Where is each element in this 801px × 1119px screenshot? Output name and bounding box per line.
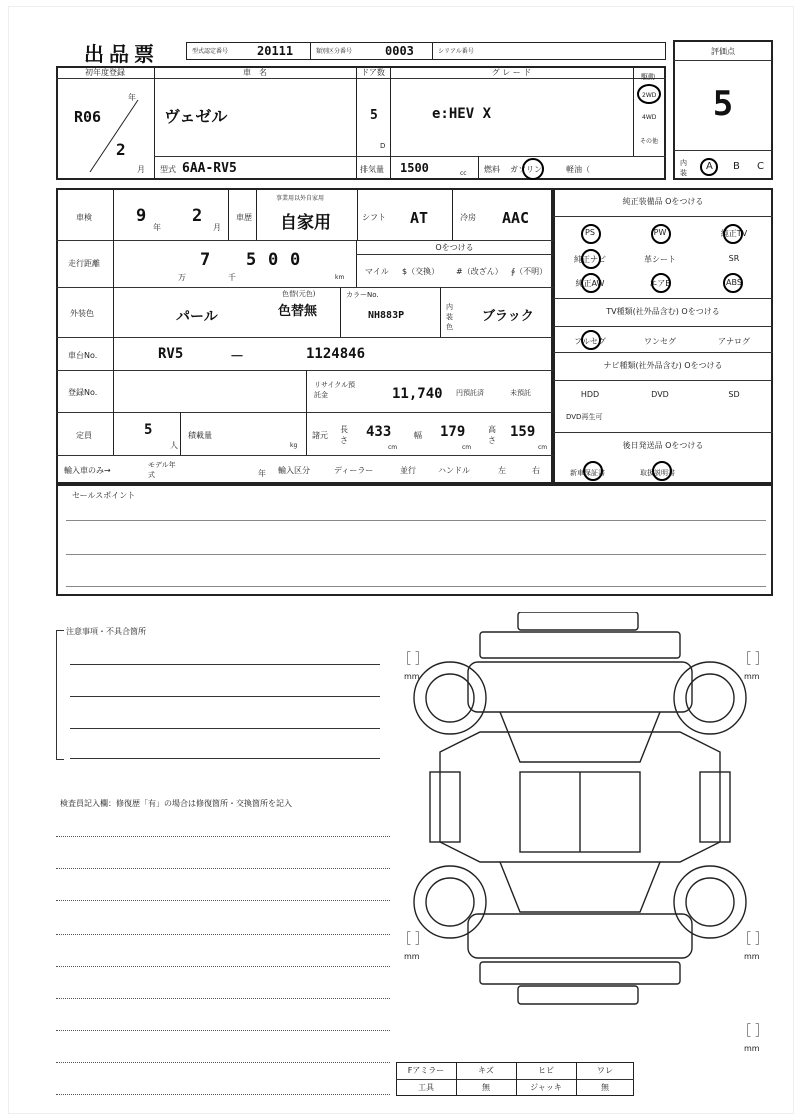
chassis-no: 1124846 — [306, 346, 366, 362]
color-change: 色替無 — [278, 304, 318, 319]
car-name-label: 車 名 — [243, 68, 267, 77]
len-value: 433 — [366, 424, 392, 440]
later-manual: 取扱説明書 — [640, 469, 675, 477]
len-unit: cm — [388, 444, 398, 451]
mileage-digit: 0 — [290, 250, 301, 270]
equip-title: 純正装備品 Oをつける — [622, 197, 704, 206]
tire-bracket-fl: ［ ］ — [398, 652, 429, 667]
model-label: 型式 — [160, 165, 176, 174]
wid-unit: cm — [462, 444, 472, 451]
drive-other: その他 — [640, 138, 659, 145]
insp-month: 2 — [192, 206, 203, 226]
tire-mm-fl: mm — [404, 672, 420, 681]
later-warranty: 新車保証書 — [570, 469, 605, 477]
mile-opt: $（交換） — [402, 267, 440, 276]
later-title: 後日発送品 Oをつける — [622, 441, 704, 450]
car-name: ヴェゼル — [164, 107, 228, 126]
tire-bracket-spare: ［ ］ — [738, 1024, 769, 1039]
recycle-unpaid: 未預託 — [510, 389, 531, 397]
hgt-value: 159 — [510, 424, 536, 440]
equip-ps-circle — [581, 224, 601, 244]
app-no-label: 型式認定番号 — [192, 48, 229, 55]
interior-a-circle — [700, 158, 718, 176]
drive-2wd: 2WD — [642, 92, 657, 99]
doors-label: ドア数 — [361, 68, 385, 77]
equip-abs-circle — [723, 273, 743, 293]
dims-label: 諸元 — [312, 431, 328, 440]
inspector-label: 検査員記入欄：修復歴「有」の場合は修復箇所・交換箇所を記入 — [60, 799, 292, 808]
tire-bracket-rr: ［ ］ — [738, 932, 769, 947]
car-diagram — [400, 612, 760, 1008]
load-label: 積載量 — [188, 431, 212, 440]
doors-value: 5 — [370, 108, 378, 123]
usage-top: 事業用以外自家用 — [276, 195, 325, 202]
mile-opt: #（改ざん） — [456, 267, 503, 276]
usage-label: 車歴 — [236, 213, 252, 222]
grade-label: グ レ ー ド — [491, 68, 532, 77]
cat-no: 0003 — [385, 44, 414, 58]
fuel-label: 燃料 — [484, 165, 500, 174]
handle-label: ハンドル — [438, 466, 470, 475]
fuel-diesel: 軽油（ — [566, 165, 590, 174]
import-label: 輸入車のみ→ — [64, 466, 111, 475]
equip-tv-circle — [723, 224, 743, 244]
equip-navi-circle — [581, 249, 601, 269]
ac-value: AAC — [502, 209, 530, 227]
mileage-digit: 0 — [268, 250, 279, 270]
legend-cell: 工具 — [418, 1083, 434, 1092]
import-cat-label: 輸入区分 — [278, 466, 310, 475]
reg-month-unit: 月 — [137, 165, 145, 174]
vehicle-box — [56, 66, 666, 180]
inspection-label: 車検 — [76, 213, 92, 222]
ac-label: 冷房 — [460, 213, 476, 222]
tire-bracket-rl: ［ ］ — [398, 932, 429, 947]
tire-mm-rl: mm — [404, 952, 420, 961]
legend-cell: 無 — [601, 1083, 609, 1092]
sales-box — [56, 484, 773, 596]
color-label: 外装色 — [70, 309, 94, 318]
interior-b: B — [733, 161, 740, 172]
dvd-playable: DVD再生可 — [566, 413, 603, 421]
capacity-label: 定員 — [76, 431, 92, 440]
legend-cell: 無 — [482, 1083, 490, 1092]
mile-opt: マイル — [365, 267, 389, 276]
wid-label: 幅 — [414, 431, 422, 440]
load-unit: kg — [290, 442, 298, 449]
caution-frame — [56, 630, 64, 760]
color-no-label: カラーNo. — [346, 291, 379, 299]
caution-label: 注意事項・不具合箇所 — [66, 627, 146, 636]
reg-year-unit: 年 — [128, 93, 136, 102]
int-color-label: 内装色 — [446, 303, 453, 331]
drive-label: 駆動 — [641, 73, 655, 81]
drive-4wd: 4WD — [642, 114, 657, 121]
recycle-paid: 円預託済 — [456, 389, 484, 397]
score-label: 評価点 — [711, 47, 735, 56]
chassis-prefix: RV5 — [158, 346, 184, 362]
shift-label: シフト — [362, 213, 386, 222]
recycle-value: 11,740 — [392, 386, 443, 402]
navi-hdd: HDD — [580, 390, 600, 399]
equip-leather: 革シート — [644, 255, 676, 264]
model-year-label: モデル年式 — [148, 461, 176, 479]
navi-dvd: DVD — [651, 390, 669, 399]
insp-month-unit: 月 — [213, 223, 221, 232]
mile-mark-label: Oをつける — [435, 243, 474, 252]
legend-cell: ワレ — [597, 1066, 613, 1075]
tv-fullseg-circle — [581, 330, 601, 350]
hgt-unit: cm — [538, 444, 548, 451]
import-dealer: ディーラー — [334, 466, 374, 475]
interior-a: A — [706, 161, 713, 172]
mileage-sen: 千 — [228, 273, 236, 282]
equip-aw: 純正AW — [575, 279, 605, 288]
tire-mm-rr: mm — [744, 952, 760, 961]
chassis-label: 車台No. — [68, 351, 98, 360]
usage-value: 自家用 — [280, 213, 331, 233]
disp-value: 1500 — [400, 161, 429, 175]
mileage-km: km — [335, 274, 345, 281]
serial-label: シリアル番号 — [438, 48, 474, 55]
equip-abs: ABS — [726, 278, 742, 287]
equip-pw-circle — [651, 224, 671, 244]
mile-opt: ∮（不明） — [511, 267, 548, 276]
capacity-unit: 人 — [170, 441, 178, 450]
equip-tv: 純正TV — [720, 229, 748, 238]
navi-sd: SD — [728, 390, 740, 399]
color-no: NH883P — [368, 310, 405, 321]
reg-diagonal — [86, 96, 146, 176]
handle-right: 右 — [532, 466, 540, 475]
equip-aw-circle — [581, 273, 601, 293]
tv-oneseg: ワンセグ — [644, 337, 676, 346]
legend-cell: Fアミラー — [407, 1066, 445, 1075]
drive-2wd-circle — [637, 84, 661, 104]
tire-mm-fr: mm — [744, 672, 760, 681]
mileage-digit: 7 — [200, 250, 211, 270]
color-note: 色替(元色) — [282, 290, 316, 298]
wid-value: 179 — [440, 424, 466, 440]
interior-label: 内装 — [680, 159, 687, 177]
shift-value: AT — [410, 209, 429, 227]
fuel-circle — [522, 158, 544, 180]
handle-left: 左 — [498, 466, 506, 475]
model-value: 6AA-RV5 — [182, 161, 237, 176]
navi-title: ナビ種類(社外品含む) Oをつける — [603, 361, 723, 370]
reg-year-label: 初年度登録 — [85, 68, 125, 77]
form-title: 出品票 — [84, 42, 159, 66]
reg-year: R06 — [74, 108, 102, 126]
later-warranty-circle — [583, 461, 603, 481]
later-manual-circle — [652, 461, 672, 481]
doors-sub: D — [380, 142, 386, 150]
tv-title: TV種類(社外品含む) Oをつける — [606, 307, 720, 316]
mileage-digit: 5 — [246, 250, 257, 270]
len-label: 長さ — [340, 425, 348, 445]
legend-cell: ジャッキ — [530, 1083, 562, 1092]
recycle-label: リサイクル預託金 — [314, 381, 356, 399]
reg-month: 2 — [116, 140, 126, 159]
equip-pw: PW — [653, 228, 667, 237]
regno-label: 登録No. — [68, 388, 98, 397]
model-year-unit: 年 — [258, 469, 266, 478]
sales-label: セールスポイント — [72, 491, 136, 500]
equip-navi: 純正ナビ — [574, 255, 606, 264]
insp-year-unit: 年 — [153, 223, 161, 232]
fuel-gasoline: ガソリン — [510, 165, 542, 174]
tv-analog: アナログ — [718, 337, 750, 346]
hgt-label: 高さ — [488, 425, 496, 445]
equip-airbag: エアB — [649, 279, 671, 288]
legend-cell: キズ — [478, 1066, 494, 1075]
tv-fullseg: フルセグ — [574, 337, 606, 346]
equip-sr: SR — [728, 254, 740, 263]
score-value: 5 — [712, 84, 734, 124]
int-color: ブラック — [482, 309, 534, 324]
tire-bracket-fr: ［ ］ — [738, 652, 769, 667]
equip-ps: PS — [585, 228, 595, 237]
color-value: パール — [176, 309, 218, 325]
equip-airbag-circle — [651, 273, 671, 293]
legend-cell: ヒビ — [538, 1066, 554, 1075]
insp-year: 9 — [136, 206, 147, 226]
mileage-label: 走行距離 — [68, 259, 100, 268]
import-parallel: 並行 — [400, 466, 416, 475]
interior-c: C — [757, 161, 764, 172]
capacity-value: 5 — [144, 422, 153, 438]
mileage-man: 万 — [178, 273, 186, 282]
disp-unit: cc — [460, 170, 467, 177]
chassis-dash: － — [230, 349, 244, 365]
app-no: 20111 — [257, 44, 294, 58]
cat-no-label: 類別区分番号 — [316, 48, 353, 55]
grade-value: e:HEV X — [432, 106, 492, 122]
tire-mm-spare: mm — [744, 1044, 760, 1053]
disp-label: 排気量 — [360, 165, 384, 174]
